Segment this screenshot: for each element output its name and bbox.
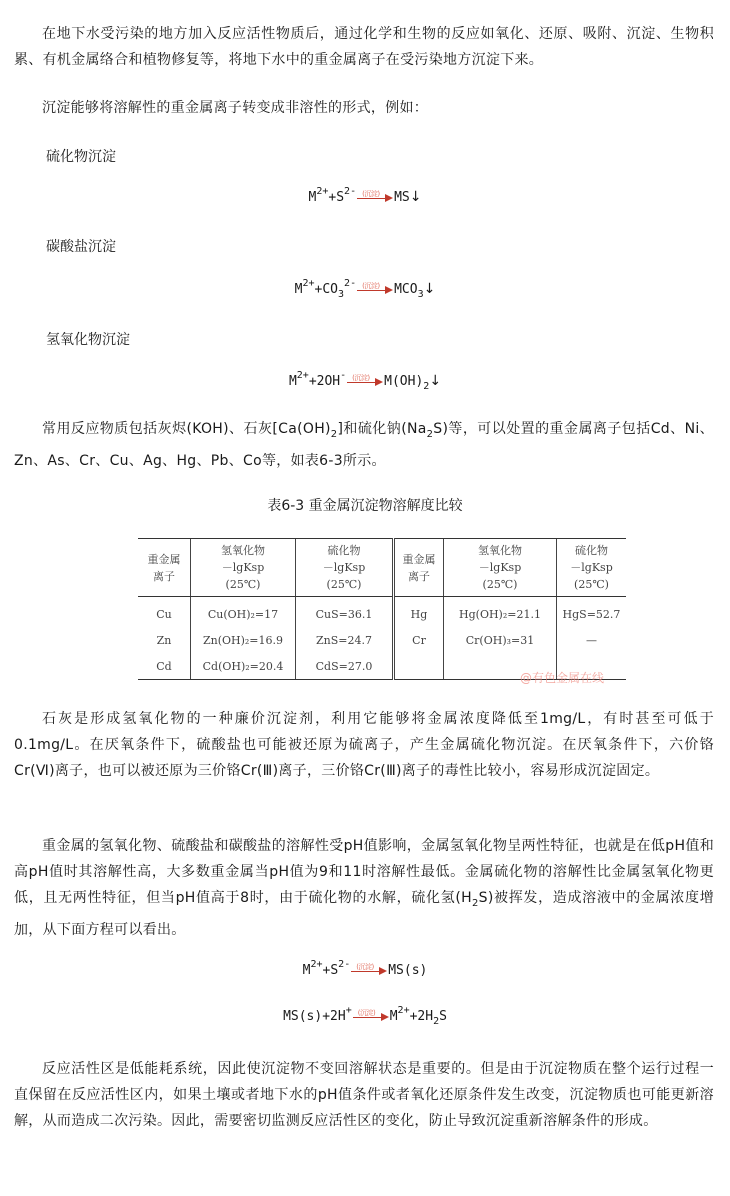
table-cell: Zn <box>156 633 172 647</box>
table-header-row <box>138 539 626 597</box>
header-sulfide: 硫化物 －lgKsp (25℃) <box>296 539 394 597</box>
header-sulfide-2: 硫化物 －lgKsp (25℃) <box>557 539 627 597</box>
precipitate-arrow-icon: ↓ <box>429 373 442 389</box>
equation-hydroxide: $M^{2+}+2OH^-$ (沉淀) $M(OH)_2↓$ <box>288 370 442 392</box>
reaction-arrow-icon: (沉淀) <box>357 284 393 296</box>
table-row <box>138 597 626 628</box>
equation-carbonate: $M^{2+}+CO_3^{2-}$ (沉淀) $MCO_3↓$ <box>294 278 436 300</box>
equation-sulfide: $M^{2+}+S^{2-}$ (沉淀) MS↓ <box>308 186 422 205</box>
hydroxide-heading: 氢氧化物沉淀 <box>46 332 130 348</box>
table-cell: Cu <box>156 607 172 621</box>
sulfide-heading: 硫化物沉淀 <box>46 149 116 165</box>
reaction-arrow-icon: (沉淀) <box>347 376 383 388</box>
table-cell: HgS=52.7 <box>557 597 627 628</box>
lime-paragraph: 石灰是形成氢氧化物的一种廉价沉淀剂，利用它能够将金属浓度降低至1mg/L，有时甚至可低于0.1mg/L。在厌氧条件下，硫酸盐也可能被还原为硫离子，产生金属硫化物沉淀。在厌氧条件下，六价铬Cr(Ⅵ)离子，也可以被还原为三价铬Cr(Ⅲ)离子，三价铬Cr(Ⅲ)离子的毒性比较小，容易形成沉淀固定。 <box>14 711 714 779</box>
reaction-arrow-icon: (沉淀) <box>351 965 387 977</box>
reaction-arrow-icon: (沉淀) <box>353 1011 389 1023</box>
table-cell: Cd(OH)₂=20.4 <box>191 653 296 680</box>
solubility-table <box>138 538 626 680</box>
reaction-arrow-icon: (沉淀) <box>357 192 393 204</box>
header-ion-2: 重金属 离子 <box>394 539 444 597</box>
table-cell: — <box>557 627 627 653</box>
table-cell: CdS=27.0 <box>296 653 394 680</box>
table-cell: Cu(OH)₂=17 <box>191 597 296 628</box>
table-row <box>138 627 626 653</box>
equation-sulfide-s: $M^{2+}+S^{2-}$ (沉淀) MS(s) <box>302 959 428 978</box>
final-paragraph: 反应活性区是低能耗系统，因此使沉淀物不变回溶解状态是重要的。但是由于沉淀物质在整个运行过程一直保留在反应活性区内，如果土壤或者地下水的pH值条件或者氧化还原条件发生改变，沉淀物质也可能更新溶解，从而造成二次污染。因此，需要密切监测反应活性区的变化，防止导致沉淀重新溶解条件的形成。 <box>14 1061 714 1129</box>
header-hydroxide: 氢氧化物 －lgKsp (25℃) <box>191 539 296 597</box>
ph-paragraph: 重金属的氢氧化物、硫酸盐和碳酸盐的溶解性受pH值影响，金属氢氧化物呈两性特征，也就是在低pH值和高pH值时其溶解性高，大多数重金属当pH值为9和11时溶解性最低。金属硫化物的溶解性比金属氢氧化物更低，且无两性特征，但当pH值高于8时，由于硫化物的水解，硫化氢$(H_2S)$被挥发，造成溶液中的金属浓度增加，从下面方程可以看出。 <box>14 838 714 938</box>
table-cell: Hg(OH)₂=21.1 <box>444 597 557 628</box>
precipitate-arrow-icon: ↓ <box>409 189 422 205</box>
table-cell: Hg <box>394 597 444 628</box>
header-ion: 重金属 离子 <box>138 539 191 597</box>
watermark: @有色金属在线 <box>520 671 605 685</box>
table-cell: Zn(OH)₂=16.9 <box>191 627 296 653</box>
table-caption: 表6-3 重金属沉淀物溶解度比较 <box>267 498 463 514</box>
equation-dissolution: MS(s)+2H+ (沉淀) $M^{2+}+2H_2S$ <box>283 1005 447 1027</box>
precipitate-arrow-icon: ↓ <box>423 281 436 297</box>
table-cell: Cd <box>138 653 191 680</box>
table-cell <box>394 653 444 680</box>
header-hydroxide-2: 氢氧化物 －lgKsp (25℃) <box>444 539 557 597</box>
intro-paragraph-1: 在地下水受污染的地方加入反应活性物质后，通过化学和生物的反应如氧化、还原、吸附、沉淀、生物积累、有机金属络合和植物修复等，将地下水中的重金属离子在受污染地方沉淀下来。 <box>14 26 714 68</box>
table-cell: ZnS=24.7 <box>296 627 394 653</box>
table-cell: Cr(OH)₃=31 <box>444 627 557 653</box>
table-cell: CuS=36.1 <box>296 597 394 628</box>
reagents-paragraph: 常用反应物质包括灰烬(KOH)、石灰$[Ca(OH)_2]$和硫化钠$(Na_2S)$等，可以处置的重金属离子包括Cd、Ni、Zn、As、Cr、Cu、Ag、Hg、Pb、Co等，如表6-3所示。 <box>14 421 714 469</box>
carbonate-heading: 碳酸盐沉淀 <box>46 239 116 255</box>
intro-paragraph-2: 沉淀能够将溶解性的重金属离子转变成非溶性的形式，例如： <box>42 100 429 116</box>
table-cell: Cr <box>394 627 444 653</box>
